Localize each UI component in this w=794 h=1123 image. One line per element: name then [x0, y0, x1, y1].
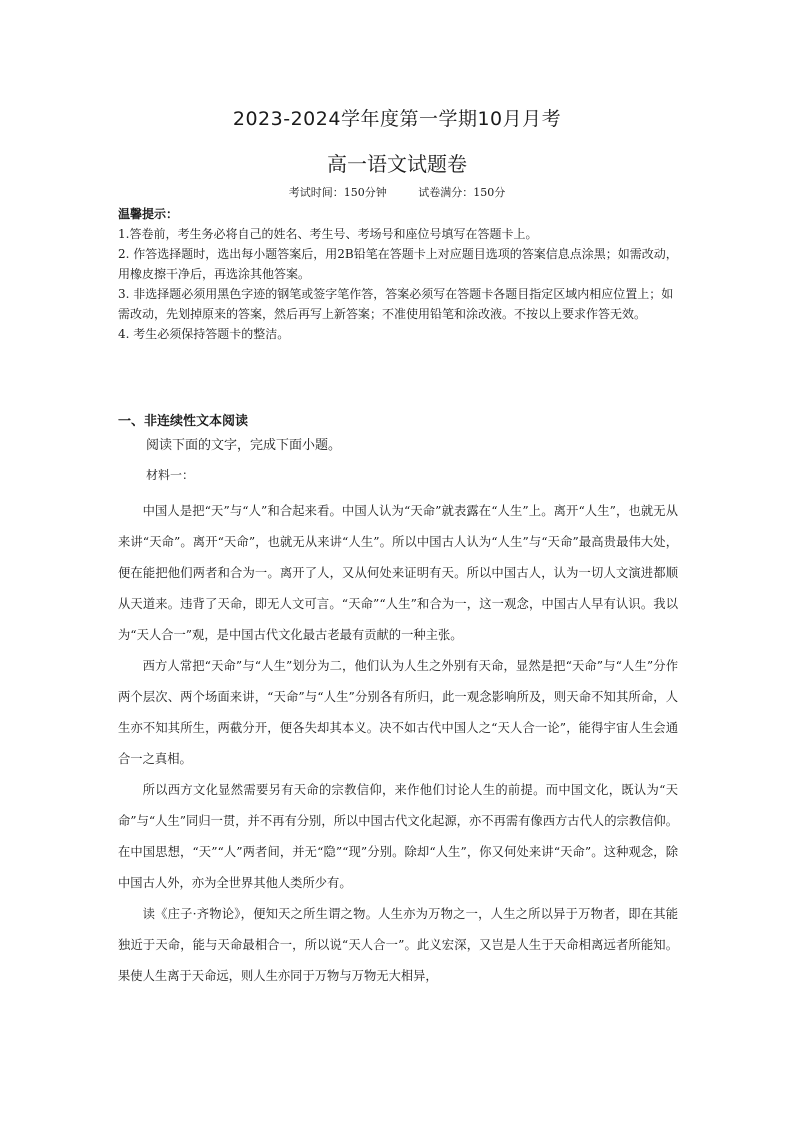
passage-paragraph: 所以西方文化显然需要另有天命的宗教信仰，来作他们讨论人生的前提。而中国文化，既认为“天命”与“人生”同归一贯，并不再有分别，所以中国古代文化起源，亦不再需有像西方古代人的宗教信仰。在中国思想，“天”“人”两者间，并无“隐”“现”分别。除却“人生”，你又何处来讲“天命”。这种观念，除中国古人外，亦为全世界其他人类所少有。	[118, 783, 678, 890]
tips-heading: 温馨提示：	[118, 207, 179, 221]
passage-paragraph: 中国人是把“天”与“人”和合起来看。中国人认为“天命”就表露在“人生”上。离开“人生”，也就无从来讲“天命”。离开“天命”，也就无从来讲“人生”。所以中国古人认为“人生”与“天命”最高贵最伟大处，便在能把他们两者和合为一。离开了人，又从何处来证明有天。所以中国古人，认为一切人文演进都顺从天道来。违背了天命，即无人文可言。“天命”“人生”和合为一，这一观念，中国古人早有认识。我以为“天人合一”观，是中国古代文化最古老最有贡献的一种主张。	[118, 504, 678, 642]
exam-subtitle: 高一语文试题卷	[327, 152, 467, 176]
passage-paragraph: 西方人常把“天命”与“人生”划分为二，他们认为人生之外别有天命，显然是把“天命”与“人生”分作两个层次、两个场面来讲，“天命”与“人生”分别各有所归，此一观念影响所及，则天命不知其所命，人生亦不知其所生，两截分开，便各失却其本义。决不如古代中国人之“天人合一论”，能得宇宙人生会通合一之真相。	[118, 659, 678, 766]
tips-block	[118, 204, 678, 344]
material-label: 材料一：	[146, 468, 195, 482]
passage-paragraph: 读《庄子·齐物论》，便知天之所生谓之物。人生亦为万物之一，人生之所以异于万物者，即在其能独近于天命，能与天命最相合一，所以说“天人合一”。此义宏深，又岂是人生于天命相离远者所能知。果使人生离于天命远，则人生亦同于万物与万物无大相异，	[118, 907, 678, 983]
exam-meta	[0, 184, 794, 200]
exam-time: 考试时间：150分钟	[288, 186, 387, 199]
tips-item: 1.答卷前，考生务必将自己的姓名、考生号、考场号和座位号填写在答题卡上。	[118, 227, 538, 241]
reading-passage	[118, 496, 678, 992]
section-instruction: 阅读下面的文字，完成下面小题。	[146, 438, 342, 453]
exam-score: 试卷满分：150分	[418, 186, 506, 199]
tips-item: 3. 非选择题必须用黑色字迹的钢笔或签字笔作答，答案必须写在答题卡各题目指定区域内相应位置上；如需改动，先划掉原来的答案，然后再写上新答案；不准使用铅笔和涂改液。不按以上要求作答无效。	[118, 287, 674, 321]
section-heading: 一、非连续性文本阅读	[118, 414, 249, 429]
tips-item: 4. 考生必须保持答题卡的整洁。	[118, 327, 290, 341]
exam-title: 2023-2024学年度第一学期10月月考	[232, 108, 562, 130]
tips-item: 2. 作答选择题时，选出每小题答案后，用2B铅笔在答题卡上对应题目选项的答案信息点涂黑；如需改动，用橡皮擦干净后，再选涂其他答案。	[118, 247, 678, 281]
